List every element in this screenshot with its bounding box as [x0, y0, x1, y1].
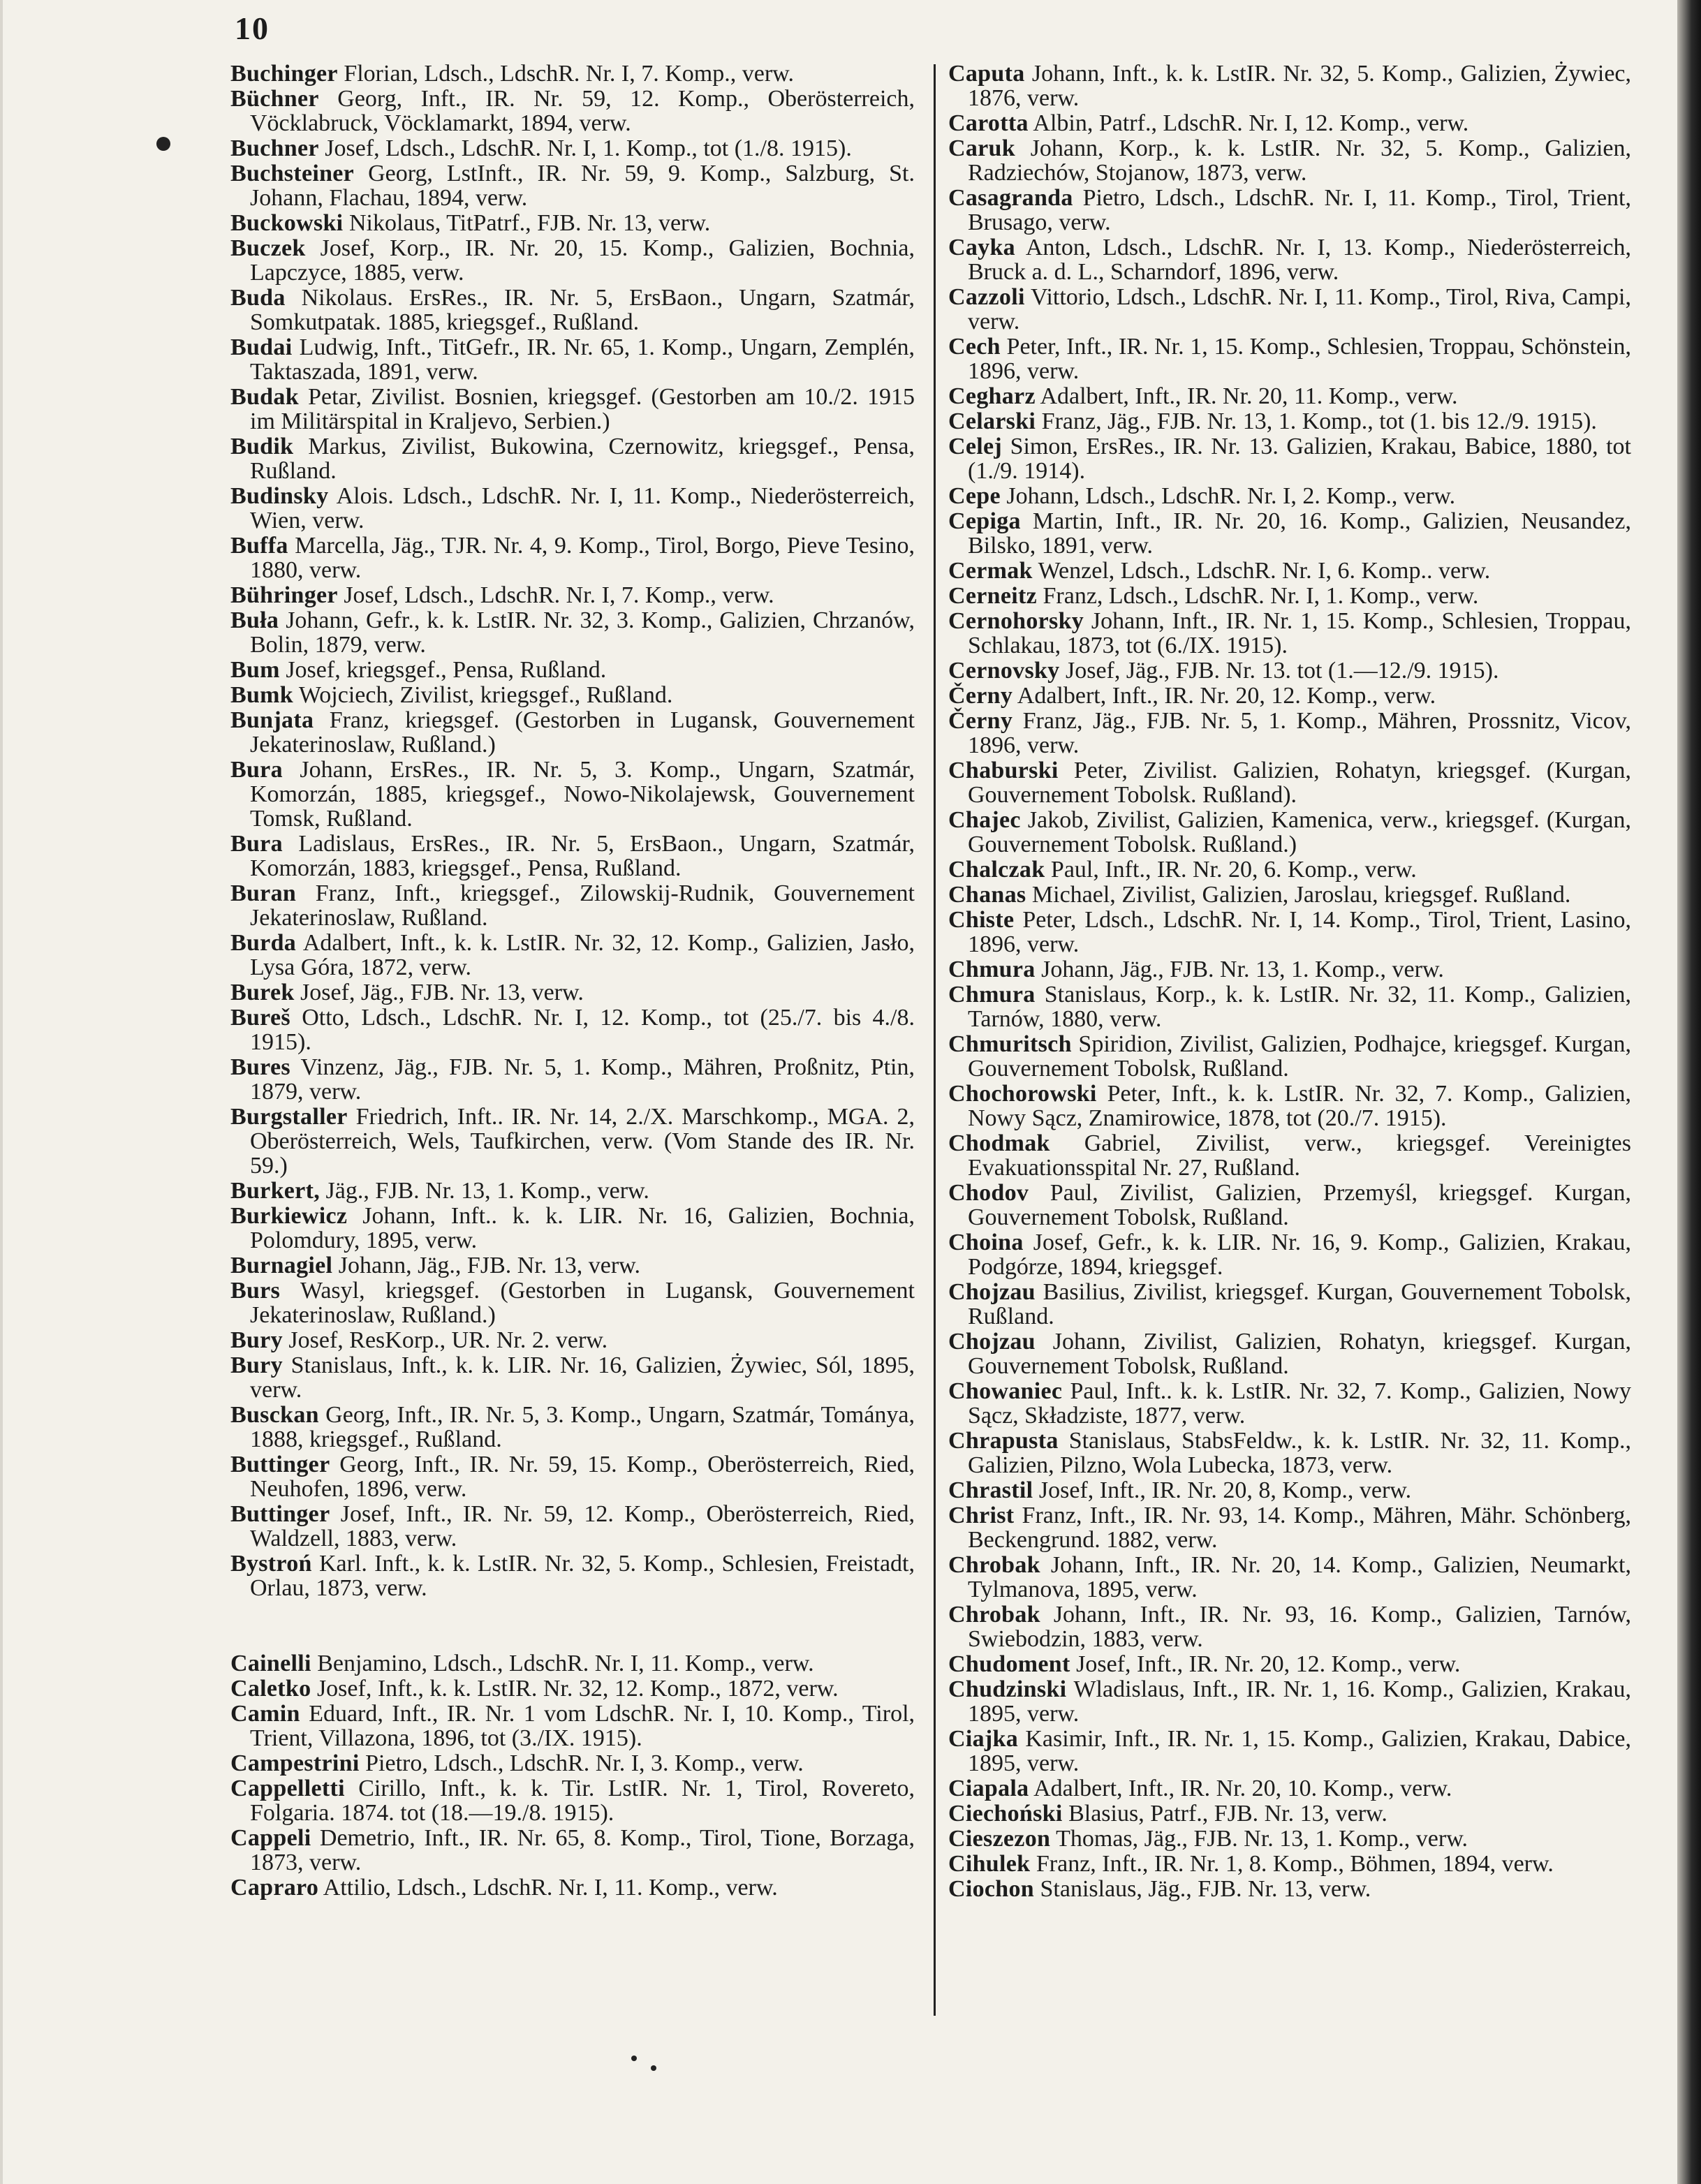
entry-details: Adalbert, Inft., IR. Nr. 20, 11. Komp., verw.	[1040, 383, 1458, 409]
entry-details: Nikolaus. ErsRes., IR. Nr. 5, ErsBaon., Ungarn, Szatmár, Somkutpatak. 1885, kriegsgef., Rußland.	[250, 285, 915, 335]
list-entry	[948, 808, 1631, 857]
list-entry	[948, 1131, 1631, 1180]
list-entry	[948, 285, 1631, 334]
entry-surname: Bum	[230, 657, 280, 683]
entry-surname: Caletko	[230, 1676, 311, 1702]
entry-details: Josef, Inft., IR. Nr. 20, 12. Komp., verw.	[1076, 1651, 1461, 1677]
entry-surname: Cermak	[948, 558, 1033, 584]
list-entry	[230, 1055, 915, 1104]
entry-surname: Buda	[230, 285, 286, 311]
left-column	[230, 61, 915, 1901]
list-entry	[230, 1105, 915, 1178]
entry-surname: Caputa	[948, 61, 1025, 87]
entry-surname: Budik	[230, 434, 294, 459]
entry-surname: Buttinger	[230, 1452, 330, 1477]
list-entry	[948, 1553, 1631, 1602]
entry-surname: Burgstaller	[230, 1104, 348, 1130]
entry-surname: Chojzau	[948, 1279, 1036, 1305]
entry-details: Florian, Ldsch., LdschR. Nr. I, 7. Komp., verw.	[344, 61, 794, 87]
entry-surname: Chochorowski	[948, 1081, 1097, 1107]
entry-surname: Buran	[230, 880, 297, 906]
entry-details: Georg, Inft., IR. Nr. 59, 15. Komp., Oberösterreich, Ried, Neuhofen, 1896, verw.	[250, 1452, 915, 1502]
entry-surname: Ciochon	[948, 1876, 1035, 1902]
entry-details: Josef, Inft., k. k. LstIR. Nr. 32, 12. Komp., 1872, verw.	[316, 1676, 839, 1702]
ink-speck	[156, 137, 170, 151]
list-entry	[230, 1452, 915, 1501]
entry-surname: Buffa	[230, 533, 288, 559]
entry-details: Jäg., FJB. Nr. 13, 1. Komp., verw.	[325, 1178, 649, 1204]
entry-surname: Burek	[230, 980, 295, 1005]
list-entry	[230, 658, 915, 682]
list-entry	[230, 1676, 915, 1701]
list-entry	[230, 1776, 915, 1825]
list-entry	[230, 211, 915, 235]
entry-surname: Chmura	[948, 982, 1036, 1008]
entry-surname: Bystroń	[230, 1551, 312, 1577]
entry-surname: Chodmak	[948, 1130, 1050, 1156]
entry-details: Adalbert, Inft., k. k. LstIR. Nr. 32, 12. Komp., Galizien, Jasło, Lysa Góra, 1872, verw.	[250, 930, 915, 980]
entry-details: Markus, Zivilist, Bukowina, Czernowitz, kriegsgef., Pensa, Rußland.	[250, 434, 915, 484]
entry-surname: Bunjata	[230, 707, 314, 733]
list-entry	[948, 758, 1631, 807]
right-column	[948, 61, 1631, 1902]
entry-details: Josef, Gefr., k. k. LIR. Nr. 16, 9. Komp., Galizien, Krakau, Podgórze, 1894, kriegsgef.	[968, 1230, 1632, 1280]
entry-details: Thomas, Jäg., FJB. Nr. 13, 1. Komp., verw.	[1056, 1826, 1468, 1852]
list-entry	[948, 1801, 1631, 1826]
list-entry	[230, 1702, 915, 1750]
list-entry	[948, 409, 1631, 434]
entry-surname: Chajec	[948, 807, 1021, 833]
entry-details: Johann, Jäg., FJB. Nr. 13, 1. Komp., verw.	[1041, 957, 1444, 982]
list-entry	[948, 1379, 1631, 1428]
list-entry	[948, 684, 1631, 708]
entry-details: Josef, Jäg., FJB. Nr. 13. tot (1.—12./9. 1915).	[1066, 658, 1499, 684]
entry-surname: Burs	[230, 1278, 281, 1304]
entry-surname: Cainelli	[230, 1651, 311, 1676]
entry-details: Stanislaus, StabsFeldw., k. k. LstIR. Nr. 32, 11. Komp., Galizien, Pilzno, Wola Lubecka, 1873, verw.	[968, 1428, 1632, 1478]
entry-details: Peter, Zivilist. Galizien, Rohatyn, kriegsgef. (Kurgan, Gouvernement Tobolsk. Rußland).	[968, 758, 1631, 808]
entry-details: Benjamino, Ldsch., LdschR. Nr. I, 11. Komp., verw.	[317, 1651, 814, 1676]
entry-details: Gabriel, Zivilist, verw., kriegsgef. Vereinigtes Evakuationsspital Nr. 27, Rußland.	[968, 1130, 1631, 1181]
entry-surname: Casagranda	[948, 185, 1073, 211]
list-entry	[948, 1429, 1631, 1477]
list-entry	[230, 136, 915, 161]
entry-surname: Capraro	[230, 1875, 319, 1901]
list-entry	[230, 881, 915, 930]
entry-details: Franz, Jäg., FJB. Nr. 13, 1. Komp., tot (1. bis 12./9. 1915).	[1041, 408, 1597, 434]
entry-surname: Ciapala	[948, 1776, 1029, 1801]
entry-surname: Chmuritsch	[948, 1031, 1072, 1057]
entry-details: Georg, Inft., IR. Nr. 5, 3. Komp., Ungarn, Szatmár, Tományа, 1888, kriegsgef., Rußland.	[250, 1402, 915, 1452]
list-entry	[230, 1005, 915, 1054]
entry-surname: Burda	[230, 930, 297, 956]
entry-details: Franz, Inft., IR. Nr. 1, 8. Komp., Böhmen, 1894, verw.	[1036, 1851, 1554, 1877]
entry-surname: Chrapusta	[948, 1428, 1059, 1454]
list-entry	[948, 1230, 1631, 1279]
entry-surname: Bura	[230, 757, 283, 783]
list-entry	[230, 583, 915, 607]
list-entry	[948, 658, 1631, 683]
list-entry	[948, 1032, 1631, 1081]
list-entry	[230, 286, 915, 334]
list-entry	[948, 1181, 1631, 1230]
entry-surname: Camin	[230, 1701, 300, 1727]
entry-surname: Caruk	[948, 135, 1015, 161]
entry-details: Georg, LstInft., IR. Nr. 59, 9. Komp., Salzburg, St. Johann, Flachau, 1894, verw.	[250, 161, 915, 211]
list-entry	[230, 1328, 915, 1352]
entry-details: Wenzel, Ldsch., LdschR. Nr. I, 6. Komp.. verw.	[1038, 558, 1491, 584]
entry-details: Simon, ErsRes., IR. Nr. 13. Galizien, Krakau, Babice, 1880, tot (1./9. 1914).	[968, 434, 1632, 484]
entry-details: Josef, Inft., IR. Nr. 59, 12. Komp., Oberösterreich, Ried, Waldzell, 1883, verw.	[250, 1501, 915, 1551]
entry-surname: Christ	[948, 1503, 1015, 1528]
list-entry	[948, 908, 1631, 957]
entry-details: Johann, Ldsch., LdschR. Nr. I, 2. Komp., verw.	[1006, 483, 1456, 509]
list-entry	[230, 434, 915, 483]
list-entry	[948, 1652, 1631, 1676]
entry-details: Peter, Inft., k. k. LstIR. Nr. 32, 7. Komp., Galizien, Nowy Sącz, Znamirowice, 1878, tot (20./7. 1915).	[968, 1081, 1632, 1131]
entry-details: Wasyl, kriegsgef. (Gestorben in Lugansk, Gouvernement Jekaterinoslaw, Rußland.)	[250, 1278, 915, 1328]
entry-surname: Chiste	[948, 907, 1015, 933]
list-entry	[230, 980, 915, 1005]
entry-surname: Choina	[948, 1230, 1024, 1255]
entry-surname: Buchner	[230, 135, 319, 161]
entry-details: Johann, Inft.. k. k. LIR. Nr. 16, Galizien, Bochnia, Polomdury, 1895, verw.	[250, 1203, 915, 1253]
list-entry	[948, 1280, 1631, 1329]
section-gap	[230, 1601, 915, 1651]
entry-details: Peter, Ldsch., LdschR. Nr. I, 14. Komp., Tirol, Trient, Lasino, 1896, verw.	[968, 907, 1632, 957]
entry-surname: Buchinger	[230, 61, 338, 87]
list-entry	[948, 186, 1631, 235]
entry-details: Josef, Ldsch., LdschR. Nr. I, 7. Komp., verw.	[344, 582, 774, 608]
entry-details: Vinzenz, Jäg., FJB. Nr. 5, 1. Komp., Mähren, Proßnitz, Ptin, 1879, verw.	[250, 1054, 915, 1105]
entry-details: Marcella, Jäg., TJR. Nr. 4, 9. Komp., Tirol, Borgo, Pieve Tesino, 1880, verw.	[250, 533, 915, 583]
entry-surname: Budinsky	[230, 483, 329, 509]
list-entry	[230, 61, 915, 86]
entry-surname: Chaburski	[948, 758, 1059, 783]
entry-details: Johann, Inft., k. k. LstIR. Nr. 32, 5. Komp., Galizien, Żywiec, 1876, verw.	[968, 61, 1632, 111]
entry-surname: Cappelletti	[230, 1776, 345, 1801]
entry-details: Stanislaus, Korp., k. k. LstIR. Nr. 32, 11. Komp., Galizien, Tarnów, 1880, verw.	[968, 982, 1632, 1032]
entry-details: Paul, Inft.. k. k. LstIR. Nr. 32, 7. Komp., Galizien, Nowy Sącz, Składziste, 1877, verw.	[968, 1378, 1632, 1429]
entry-details: Ladislaus, ErsRes., IR. Nr. 5, ErsBaon., Ungarn, Szatmár, Komorzán, 1883, kriegsgef., Pensa, Rußland.	[250, 831, 915, 881]
entry-details: Johann, Korp., k. k. LstIR. Nr. 32, 5. Komp., Galizien, Radziechów, Stojanow, 1873, verw.	[968, 135, 1632, 186]
list-entry	[948, 1852, 1631, 1876]
list-entry	[948, 1082, 1631, 1130]
entry-surname: Cernovsky	[948, 658, 1060, 684]
entry-surname: Chrastil	[948, 1477, 1033, 1503]
page-edge-left	[0, 0, 3, 2184]
list-entry	[230, 1353, 915, 1402]
list-entry	[948, 1877, 1631, 1901]
entry-details: Josef, Inft., IR. Nr. 20, 8, Komp., verw.	[1038, 1477, 1412, 1503]
entry-details: Paul, Inft., IR. Nr. 20, 6. Komp., verw.	[1050, 857, 1417, 883]
entry-surname: Cappeli	[230, 1825, 311, 1851]
entry-details: Albin, Patrf., LdschR. Nr. I, 12. Komp., verw.	[1033, 110, 1469, 136]
list-entry	[230, 1278, 915, 1327]
list-entry	[948, 111, 1631, 135]
entry-surname: Buła	[230, 607, 279, 633]
list-entry	[230, 335, 915, 384]
list-entry	[230, 533, 915, 582]
entry-surname: Celej	[948, 434, 1003, 459]
entry-surname: Chudoment	[948, 1651, 1070, 1677]
list-entry	[948, 1503, 1631, 1552]
entry-surname: Burkiewicz	[230, 1203, 348, 1229]
list-entry	[230, 931, 915, 980]
entry-details: Franz, Inft., kriegsgef., Zilowskij-Rudnik, Gouvernement Jekaterinoslaw, Rußland.	[250, 880, 915, 931]
list-entry	[948, 1727, 1631, 1776]
list-entry	[230, 161, 915, 210]
list-entry	[230, 832, 915, 880]
entry-details: Johann, Inft., IR. Nr. 1, 15. Komp., Schlesien, Troppau, Schlakau, 1873, tot (6./IX. 1915).	[968, 608, 1631, 658]
entry-details: Martin, Inft., IR. Nr. 20, 16. Komp., Galizien, Neusandez, Bilsko, 1891, verw.	[968, 508, 1632, 559]
list-entry	[230, 1826, 915, 1875]
entry-surname: Cegharz	[948, 383, 1036, 409]
entry-surname: Chojzau	[948, 1329, 1036, 1355]
entry-surname: Bura	[230, 831, 283, 857]
entry-surname: Ciechoński	[948, 1801, 1063, 1827]
entry-surname: Chrobak	[948, 1602, 1040, 1628]
entry-details: Nikolaus, TitPatrf., FJB. Nr. 13, verw.	[348, 210, 711, 236]
list-entry	[230, 385, 915, 434]
entry-details: Johann, Gefr., k. k. LstIR. Nr. 32, 3. Komp., Galizien, Chrzanów, Bolin, 1879, verw.	[250, 607, 915, 658]
list-entry	[230, 1875, 915, 1900]
entry-details: Franz, Ldsch., LdschR. Nr. I, 1. Komp., verw.	[1043, 583, 1479, 609]
entry-details: Vittorio, Ldsch., LdschR. Nr. I, 11. Komp., Tirol, Riva, Campi, verw.	[968, 284, 1631, 334]
list-entry	[948, 1602, 1631, 1651]
entry-details: Pietro, Ldsch., LdschR. Nr. I, 3. Komp., verw.	[365, 1750, 804, 1776]
entry-surname: Černy	[948, 708, 1013, 734]
entry-details: Peter, Inft., IR. Nr. 1, 15. Komp., Schlesien, Troppau, Schönstein, 1896, verw.	[968, 334, 1632, 384]
left-column-b-entries	[230, 61, 915, 1600]
entry-details: Michael, Zivilist, Galizien, Jaroslau, kriegsgef. Rußland.	[1031, 882, 1571, 908]
entry-details: Karl. Inft., k. k. LstIR. Nr. 32, 5. Komp., Schlesien, Freistadt, Orlau, 1873, verw.	[250, 1551, 915, 1601]
entry-details: Basilius, Zivilist, kriegsgef. Kurgan, Gouvernement Tobolsk, Rußland.	[968, 1279, 1631, 1329]
entry-surname: Chowaniec	[948, 1378, 1063, 1404]
entry-details: Stanislaus, Inft., k. k. LIR. Nr. 16, Galizien, Żywiec, Sól, 1895, verw.	[250, 1352, 915, 1403]
list-entry	[948, 434, 1631, 483]
list-entry	[230, 484, 915, 533]
list-entry	[948, 709, 1631, 758]
entry-surname: Cieszezon	[948, 1826, 1051, 1852]
entry-surname: Chmura	[948, 957, 1036, 982]
entry-details: Demetrio, Inft., IR. Nr. 65, 8. Komp., Tirol, Tione, Borzaga, 1873, verw.	[250, 1825, 915, 1875]
entry-details: Franz, kriegsgef. (Gestorben in Lugansk, Gouvernement Jekaterinoslaw, Rußland.)	[250, 707, 915, 758]
entry-details: Alois. Ldsch., LdschR. Nr. I, 11. Komp., Niederösterreich, Wien, verw.	[250, 483, 915, 533]
entry-surname: Busckan	[230, 1402, 319, 1428]
entry-surname: Bureš	[230, 1005, 290, 1031]
entry-surname: Buttinger	[230, 1501, 330, 1527]
entry-details: Blasius, Patrf., FJB. Nr. 13, verw.	[1068, 1801, 1387, 1827]
entry-surname: Burkert,	[230, 1178, 320, 1204]
entry-details: Georg, Inft., IR. Nr. 59, 12. Komp., Oberösterreich, Vöcklabruck, Vöcklamarkt, 1894, verw.	[250, 86, 915, 136]
entry-details: Wladislaus, Inft., IR. Nr. 1, 16. Komp., Galizien, Krakau, 1895, verw.	[968, 1676, 1632, 1727]
entry-surname: Campestrini	[230, 1750, 360, 1776]
entry-details: Johann, Inft., IR. Nr. 93, 16. Komp., Galizien, Tarnów, Swiebodzin, 1883, verw.	[968, 1602, 1631, 1652]
page-edge-right	[1677, 0, 1701, 2184]
ink-speck	[651, 2065, 656, 2071]
entry-surname: Chalczak	[948, 857, 1045, 883]
entry-surname: Buczek	[230, 235, 306, 261]
entry-details: Johann, Zivilist, Galizien, Rohatyn, kriegsgef. Kurgan, Gouvernement Tobolsk, Rußland.	[968, 1329, 1631, 1379]
entry-details: Friedrich, Inft.. IR. Nr. 14, 2./X. Marschkomp., MGA. 2, Oberösterreich, Wels, Taufkirchen, verw. (Vom Stande des IR. Nr. 59.)	[250, 1104, 915, 1179]
entry-surname: Budai	[230, 334, 293, 360]
entry-details: Ludwig, Inft., TitGefr., IR. Nr. 65, 1. Komp., Ungarn, Zemplén, Taktaszada, 1891, verw.	[250, 334, 915, 385]
entry-surname: Chudzinski	[948, 1676, 1067, 1702]
list-entry	[948, 883, 1631, 907]
entry-details: Paul, Zivilist, Galizien, Przemyśl, kriegsgef. Kurgan, Gouvernement Tobolsk, Rußland.	[968, 1180, 1631, 1230]
list-entry	[948, 484, 1631, 508]
list-entry	[230, 1253, 915, 1278]
entry-details: Petar, Zivilist. Bosnien, kriegsgef. (Gestorben am 10./2. 1915 im Militärspital in Kraljevo, Serbien.)	[250, 384, 915, 434]
list-entry	[948, 1677, 1631, 1726]
page-number: 10	[235, 10, 270, 46]
entry-details: Wojciech, Zivilist, kriegsgef., Rußland.	[298, 682, 673, 708]
entry-details: Johann, ErsRes., IR. Nr. 5, 3. Komp., Ungarn, Szatmár, Komorzán, 1885, kriegsgef., Nowo-Nikolajewsk, Gouvernement Tomsk, Rußland.	[250, 757, 915, 832]
list-entry	[230, 1403, 915, 1452]
entry-surname: Cepiga	[948, 508, 1021, 534]
list-entry	[230, 1502, 915, 1551]
entry-surname: Bures	[230, 1054, 290, 1080]
left-column-c-entries	[230, 1651, 915, 1900]
right-column-entries	[948, 61, 1631, 1901]
list-entry	[948, 136, 1631, 185]
list-entry	[948, 334, 1631, 383]
entry-surname: Celarski	[948, 408, 1036, 434]
entry-surname: Chodov	[948, 1180, 1029, 1206]
entry-surname: Bühringer	[230, 582, 338, 608]
list-entry	[948, 384, 1631, 408]
list-entry	[230, 1179, 915, 1203]
entry-details: Johann, Inft., IR. Nr. 20, 14. Komp., Galizien, Neumarkt, Tylmanova, 1895, verw.	[968, 1552, 1632, 1602]
entry-details: Johann, Jäg., FJB. Nr. 13, verw.	[338, 1253, 641, 1278]
entry-details: Josef, Jäg., FJB. Nr. 13, verw.	[300, 980, 584, 1005]
entry-details: Josef, kriegsgef., Pensa, Rußland.	[286, 657, 607, 683]
list-entry	[948, 235, 1631, 284]
list-entry	[948, 1478, 1631, 1503]
list-entry	[948, 1827, 1631, 1851]
entry-surname: Cech	[948, 334, 1001, 360]
entry-details: Pietro, Ldsch., LdschR. Nr. I, 11. Komp., Tirol, Trient, Brusago, verw.	[968, 185, 1632, 235]
entry-surname: Carotta	[948, 110, 1029, 136]
entry-surname: Bumk	[230, 682, 294, 708]
entry-surname: Buckowski	[230, 210, 344, 236]
list-entry	[948, 1329, 1631, 1378]
entry-details: Josef, Ldsch., LdschR. Nr. I, 1. Komp., tot (1./8. 1915).	[325, 135, 852, 161]
list-entry	[948, 957, 1631, 982]
entry-surname: Cihulek	[948, 1851, 1031, 1877]
entry-surname: Chrobak	[948, 1552, 1040, 1578]
entry-surname: Cernohorsky	[948, 608, 1084, 634]
list-entry	[230, 608, 915, 657]
entry-details: Spiridion, Zivilist, Galizien, Podhajce, kriegsgef. Kurgan, Gouvernement Tobolsk, Rußland.	[968, 1031, 1631, 1082]
entry-details: Kasimir, Inft., IR. Nr. 1, 15. Komp., Galizien, Krakau, Dabice, 1895, verw.	[968, 1726, 1632, 1776]
entry-details: Anton, Ldsch., LdschR. Nr. I, 13. Komp., Niederösterreich, Bruck a. d. L., Scharndorf, 1896, verw.	[968, 235, 1632, 285]
entry-details: Josef, Korp., IR. Nr. 20, 15. Komp., Galizien, Bochnia, Lapczyce, 1885, verw.	[250, 235, 915, 286]
list-entry	[948, 1776, 1631, 1801]
entry-surname: Cayka	[948, 235, 1015, 260]
list-entry	[230, 758, 915, 831]
entry-surname: Chanas	[948, 882, 1026, 908]
list-entry	[948, 982, 1631, 1031]
entry-surname: Cepe	[948, 483, 1001, 509]
list-entry	[948, 609, 1631, 658]
entry-details: Cirillo, Inft., k. k. Tir. LstIR. Nr. 1, Tirol, Rovereto, Folgaria. 1874. tot (18.—19./8. 1915).	[250, 1776, 915, 1826]
list-entry	[230, 1651, 915, 1676]
entry-surname: Bury	[230, 1352, 283, 1378]
entry-surname: Buchsteiner	[230, 161, 355, 186]
entry-details: Eduard, Inft., IR. Nr. 1 vom LdschR. Nr. I, 10. Komp., Tirol, Trient, Villazona, 1896, tot (3./IX. 1915).	[250, 1701, 915, 1751]
list-entry	[230, 1204, 915, 1253]
list-entry	[230, 236, 915, 285]
entry-details: Stanislaus, Jäg., FJB. Nr. 13, verw.	[1040, 1876, 1371, 1902]
entry-details: Otto, Ldsch., LdschR. Nr. I, 12. Komp., tot (25./7. bis 4./8. 1915).	[250, 1005, 915, 1055]
entry-surname: Budak	[230, 384, 299, 410]
list-entry	[230, 87, 915, 135]
list-entry	[948, 857, 1631, 882]
ink-speck	[631, 2056, 637, 2061]
entry-details: Jakob, Zivilist, Galizien, Kamenica, verw., kriegsgef. (Kurgan, Gouvernement Tobolsk. Rußland.)	[968, 807, 1631, 857]
list-entry	[948, 509, 1631, 558]
entry-details: Adalbert, Inft., IR. Nr. 20, 12. Komp., verw.	[1017, 683, 1436, 709]
entry-details: Attilio, Ldsch., LdschR. Nr. I, 11. Komp., verw.	[323, 1875, 778, 1901]
entry-surname: Burnagiel	[230, 1253, 333, 1278]
column-divider	[934, 64, 936, 2016]
entry-details: Franz, Inft., IR. Nr. 93, 14. Komp., Mähren, Mähr. Schönberg, Beckengrund. 1882, verw.	[968, 1503, 1631, 1553]
entry-surname: Cazzoli	[948, 284, 1025, 310]
entry-surname: Bury	[230, 1327, 283, 1353]
list-entry	[230, 1551, 915, 1600]
list-entry	[948, 61, 1631, 110]
list-entry	[948, 559, 1631, 583]
entry-details: Josef, ResKorp., UR. Nr. 2. verw.	[288, 1327, 608, 1353]
list-entry	[230, 683, 915, 707]
entry-surname: Cerneitz	[948, 583, 1037, 609]
entry-surname: Černy	[948, 683, 1013, 709]
list-entry	[230, 1751, 915, 1776]
entry-details: Franz, Jäg., FJB. Nr. 5, 1. Komp., Mähren, Prossnitz, Vicov, 1896, verw.	[968, 708, 1631, 758]
entry-surname: Büchner	[230, 86, 319, 112]
entry-details: Adalbert, Inft., IR. Nr. 20, 10. Komp., verw.	[1033, 1776, 1452, 1801]
list-entry	[948, 584, 1631, 608]
entry-surname: Ciajka	[948, 1726, 1019, 1752]
list-entry	[230, 708, 915, 757]
